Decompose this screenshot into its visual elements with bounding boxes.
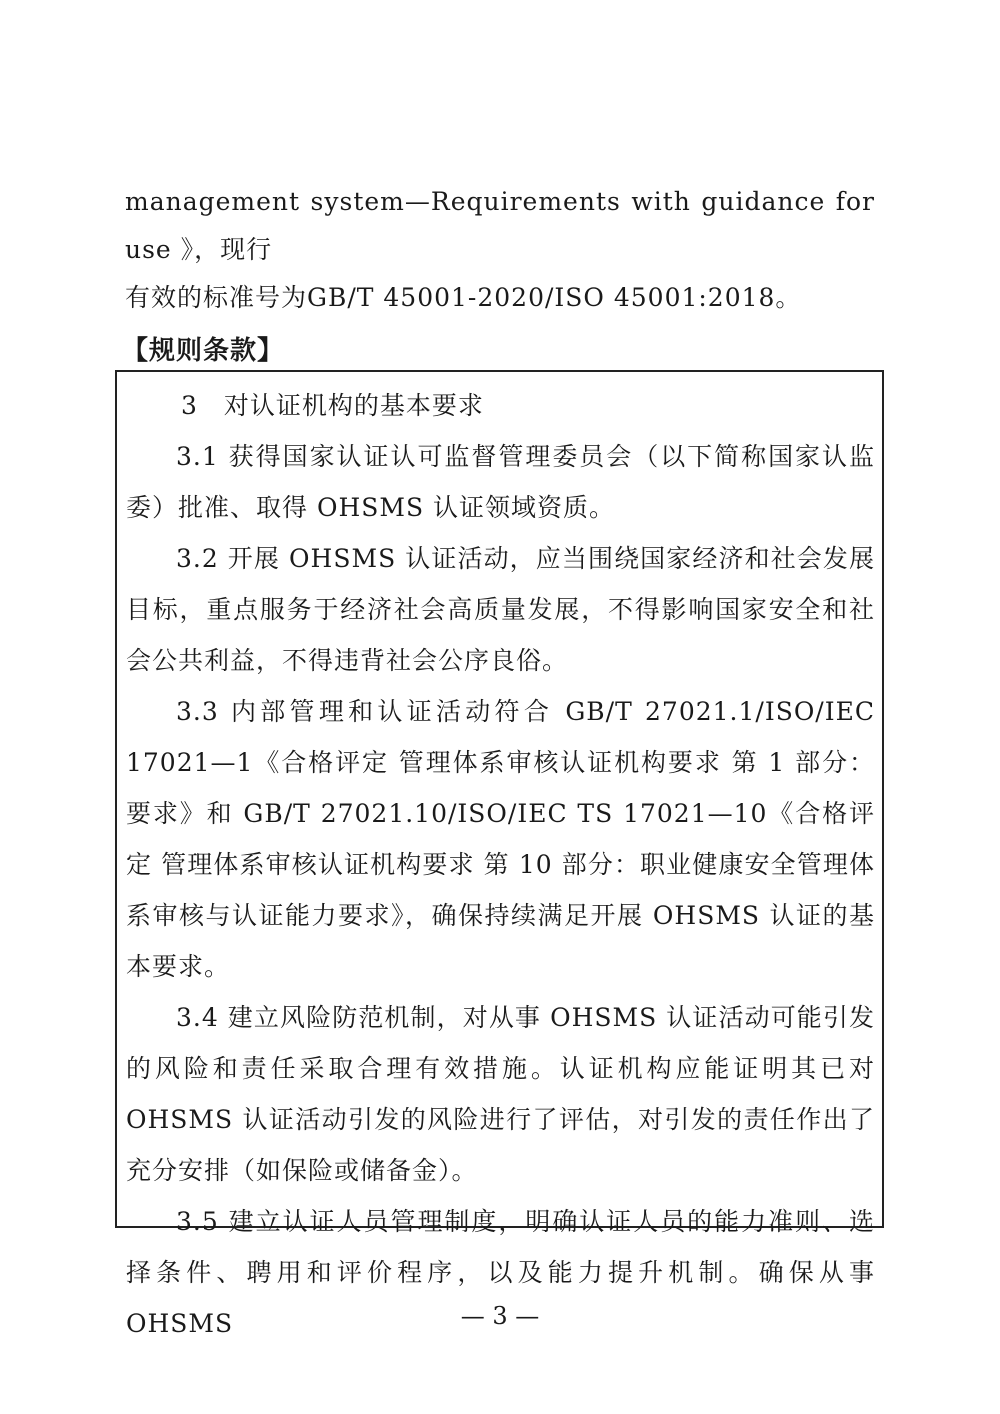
rule-item-3-4: 3.4 建立风险防范机制，对从事 OHSMS 认证活动可能引发的风险和责任采取合理有效措施。认证机构应能证明其已对 OHSMS 认证活动引发的风险进行了评估，对引发的责任作出了充分安排（如保险或储备金）。 (126, 1003, 875, 1185)
intro-paragraph (125, 178, 875, 322)
rule-item-3-2: 3.2 开展 OHSMS 认证活动，应当围绕国家经济和社会发展目标，重点服务于经济社会高质量发展，不得影响国家安全和社会公共利益，不得违背社会公序良俗。 (126, 544, 875, 675)
rules-content (126, 380, 875, 1349)
intro-line-1: management system—Requirements with guidance for use 》，现行 (125, 187, 875, 264)
rule-item-3-1: 3.1 获得国家认证认可监督管理委员会（以下简称国家认监委）批准、取得 OHSMS 认证领域资质。 (126, 442, 875, 522)
rules-box (115, 370, 884, 1338)
intro-line-2: 有效的标准号为GB/T 45001-2020/ISO 45001:2018。 (125, 283, 802, 312)
rule-item-3-3: 3.3 内部管理和认证活动符合 GB/T 27021.1/ISO/IEC 17021—1《合格评定 管理体系审核认证机构要求 第 1 部分：要求》和 GB/T 27021.10/ISO/IEC TS 17021—10《合格评定 管理体系审核认证机构要求 第 10 部分：职业健康安全管理体系审核与认证能力要求》，确保持续满足开展 OHSMS 认证的基本要求。 (126, 697, 875, 981)
rule-item-3-5: 3.5 建立认证人员管理制度，明确认证人员的能力准则、选择条件、聘用和评价程序，以及能力提升机制。确保从事 OHSMS (126, 1207, 875, 1338)
rules-heading: 3 对认证机构的基本要求 (181, 391, 484, 420)
page-number: — 3 — (460, 1302, 540, 1330)
section-heading: 【规则条款】 (122, 336, 285, 366)
